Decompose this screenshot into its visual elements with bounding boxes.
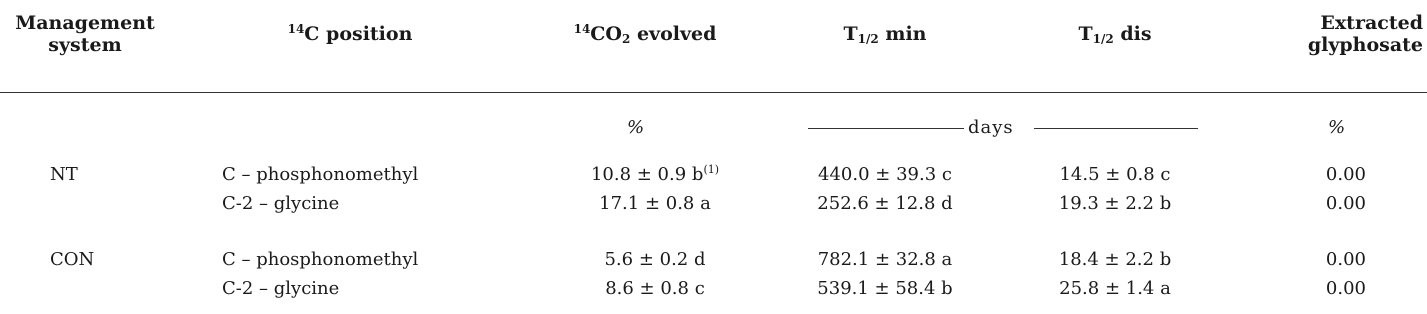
cell-system: NT [50, 164, 78, 185]
cell-co2 [560, 278, 750, 300]
header-divider [0, 92, 1427, 93]
cell-position: C – phosphonomethyl [222, 249, 419, 270]
cell-extracted: 0.00 [1325, 278, 1366, 299]
cell-co2 [560, 164, 750, 186]
days-dash-right [1034, 128, 1198, 129]
cell-co2 [560, 193, 750, 215]
cell-tdis: 25.8 ± 1.4 a [1059, 278, 1171, 299]
unit-extracted-percent: % [1328, 117, 1346, 138]
cell-position: C-2 – glycine [222, 278, 340, 299]
cell-tmin: 252.6 ± 12.8 d [817, 193, 953, 214]
header-extracted-line2: glyphosate [1307, 34, 1423, 56]
header-management-system [0, 12, 170, 56]
cell-tmin: 440.0 ± 39.3 c [818, 164, 952, 185]
cell-co2-value: 8.6 ± 0.8 c [605, 278, 705, 299]
header-thalf-dis-rest: dis [1113, 23, 1152, 45]
cell-tdis: 19.3 ± 2.2 b [1058, 193, 1172, 214]
header-c-position [270, 23, 430, 45]
days-dash-left [808, 128, 964, 129]
cell-tmin: 782.1 ± 32.8 a [817, 249, 953, 270]
unit-co2-percent: % [627, 117, 645, 138]
cell-tdis: 18.4 ± 2.2 b [1058, 249, 1172, 270]
header-thalf-min [815, 23, 955, 45]
cell-tdis: 14.5 ± 0.8 c [1059, 164, 1171, 185]
header-management-line2: system [48, 34, 122, 56]
header-thalf-min-sub: 1/2 [857, 32, 879, 46]
header-co2-rest: evolved [630, 23, 717, 45]
header-thalf-min-rest: min [878, 23, 927, 45]
header-co2-sub: 2 [621, 32, 631, 46]
header-c-position-label: C position [304, 23, 413, 45]
cell-extracted: 0.00 [1325, 193, 1366, 214]
cell-co2-value: 17.1 ± 0.8 a [599, 193, 711, 214]
cell-position: C – phosphonomethyl [222, 164, 419, 185]
cell-co2-value: 5.6 ± 0.2 d [604, 249, 706, 270]
cell-co2 [560, 249, 750, 271]
unit-days: days [968, 117, 1014, 138]
header-thalf-dis-sub: 1/2 [1092, 32, 1114, 46]
header-thalf-min-main: T [843, 23, 858, 45]
header-co2-main: CO [590, 23, 622, 45]
header-co2-evolved [540, 23, 750, 45]
cell-co2-value: 10.8 ± 0.9 b [590, 164, 704, 185]
cell-tmin: 539.1 ± 58.4 b [817, 278, 953, 299]
footnote-marker: (1) [703, 163, 720, 176]
header-thalf-dis [1045, 23, 1185, 45]
header-co2-isotope: 14 [573, 22, 591, 36]
header-thalf-dis-main: T [1078, 23, 1093, 45]
cell-extracted: 0.00 [1325, 249, 1366, 270]
header-extracted-glyphosate [1245, 12, 1423, 56]
header-management-line1: Management [15, 12, 155, 34]
cell-extracted: 0.00 [1325, 164, 1366, 185]
header-c-position-isotope: 14 [287, 22, 305, 36]
header-extracted-line1: Extracted [1320, 12, 1423, 34]
cell-position: C-2 – glycine [222, 193, 340, 214]
cell-system: CON [50, 249, 95, 270]
